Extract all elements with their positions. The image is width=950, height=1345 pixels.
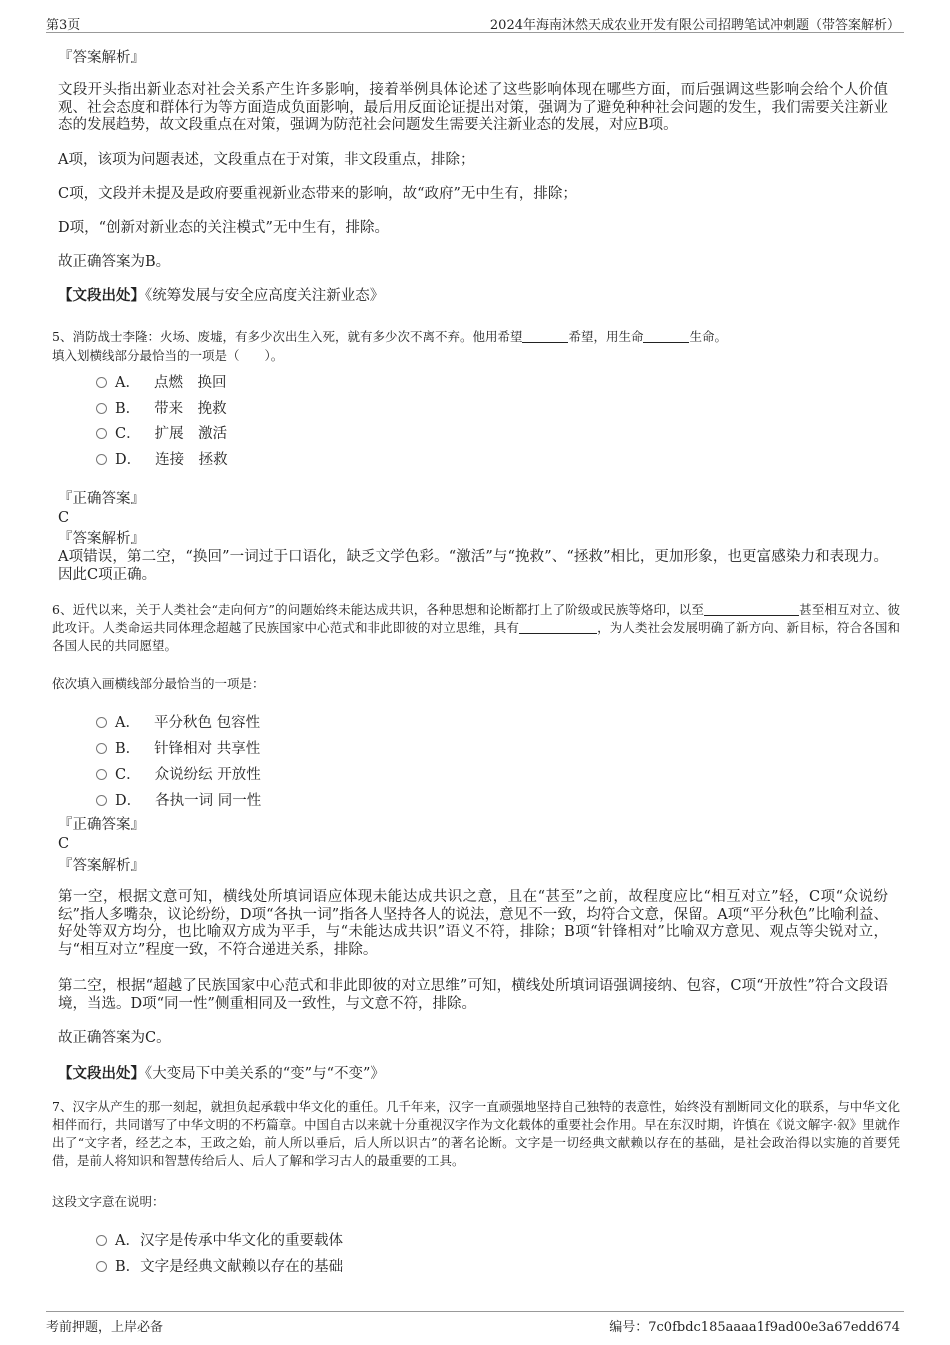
footer-slogan: 考前押题，上岸必备: [46, 1320, 164, 1335]
analysis-paragraph: D项，“创新对新业态的关注模式”无中生有，排除。: [58, 220, 389, 236]
source-title: 《大变局下中美关系的“变”与“不变”》: [145, 1066, 385, 1082]
option-text: 众说纷纭 开放性: [154, 767, 261, 783]
option-text: 连接 拯救: [155, 452, 228, 468]
correct-answer: C: [58, 510, 70, 526]
document-title: 2024年海南沐然天成农业开发有限公司招聘笔试冲刺题（带答案解析）: [489, 18, 900, 33]
question-prompt: 这段文字意在说明：: [52, 1194, 165, 1209]
option-text: 各执一词 同一性: [155, 793, 262, 809]
analysis-paragraph: 第一空，根据文意可知，横线处所填词语应体现未能达成共识之意，且在“甚至”之前，故程度应比“相互对立”轻，C项“众说纷纭”指人多嘴杂，议论纷纷，D项“各执一词”指各人坚持各人的说法，意见不一致，均符合文意，保留。A项“平分秋色”比喻利益、好处等双方均分，也比喻双方成为平手，与“未能达成共识”语义不符，排除；B项“针锋相对”比喻双方意见、观点等尖锐对立，与“相互对立”程度一致，不符合递进关系，排除。: [58, 889, 888, 958]
fill-blank: [522, 330, 568, 343]
radio-icon[interactable]: [96, 769, 107, 780]
answer-analysis-label: 『答案解析』: [58, 531, 145, 547]
option-letter: D．: [115, 452, 142, 468]
source-line: [58, 1064, 385, 1084]
option-letter: B．: [115, 741, 141, 757]
option-b[interactable]: [96, 737, 260, 758]
page-header: [46, 12, 904, 33]
radio-icon[interactable]: [96, 377, 107, 388]
question-stem: [52, 328, 727, 346]
option-text: 文字是经典文献赖以存在的基础: [140, 1259, 344, 1275]
radio-icon[interactable]: [96, 1261, 107, 1272]
stem-text: ，为人类社会发展明确了新方向、新目标，符合各国和各国人民的共同愿望。: [52, 620, 900, 653]
option-letter: C．: [115, 767, 141, 783]
source-title: 《统筹发展与安全应高度关注新业态》: [145, 288, 385, 304]
correct-answer: C: [58, 836, 70, 852]
option-d[interactable]: [96, 789, 261, 810]
analysis-paragraph: 文段开头指出新业态对社会关系产生许多影响，接着举例具体论述了这些影响体现在哪些方面，而后强调这些影响会给个人价值观、社会态度和群体行为等方面造成负面影响，最后用反面论证提出对策，强调为了避免种种社会问题的发生，我们需要关注新业态的发展趋势，故文段重点在对策，强调为防范社会问题发生需要关注新业态的发展，对应B项。: [58, 82, 888, 133]
analysis-paragraph: 第二空，根据“超越了民族国家中心范式和非此即彼的对立思维”可知，横线处所填词语强调接纳、包容，C项“开放性”符合文段语境，当选。D项“同一性”侧重相同及一致性，与文意不符，排除。: [58, 978, 888, 1012]
stem-text: 生命。: [689, 329, 727, 344]
option-c[interactable]: [96, 763, 261, 784]
stem-text: 甚至相互对立、彼此攻讦。人类命运共同体理念超越了民族国家中心范式和非此即彼的对立思维，具有: [52, 602, 900, 635]
radio-icon[interactable]: [96, 403, 107, 414]
option-letter: B．: [115, 1259, 141, 1275]
source-label: 【文段出处】: [58, 287, 145, 304]
correct-answer-label: 『正确答案』: [58, 817, 145, 833]
radio-icon[interactable]: [96, 717, 107, 728]
document-id: 编号：7c0fbdc185aaaa1f9ad00e3a67edd674: [609, 1320, 900, 1335]
stem-text: 希望，用生命: [568, 329, 644, 344]
option-text: 平分秋色 包容性: [153, 715, 261, 731]
radio-icon[interactable]: [96, 795, 107, 806]
question-prompt: 依次填入画横线部分最恰当的一项是：: [52, 676, 265, 691]
analysis-paragraph: A项，该项为问题表述，文段重点在于对策，非文段重点，排除；: [58, 152, 475, 168]
source-label: 【文段出处】: [58, 1065, 145, 1082]
option-text: 扩展 激活: [154, 426, 228, 442]
fill-blank: [519, 621, 597, 634]
option-text: 带来 挽救: [154, 401, 227, 417]
stem-text: 6、近代以来，关于人类社会“走向何方”的问题始终未能达成共识，各种思想和论断都打上了阶级或民族等烙印，以至: [52, 602, 705, 617]
option-a[interactable]: [96, 1229, 343, 1250]
option-text: 针锋相对 共享性: [154, 741, 261, 757]
page-number: 第3页: [46, 18, 81, 33]
stem-text: 5、消防战士李隆：火场、废墟，有多少次出生入死，就有多少次不离不弃。他用希望: [52, 329, 523, 344]
option-letter: C．: [115, 426, 141, 442]
answer-analysis-label: 『答案解析』: [58, 858, 145, 874]
page-footer: [46, 1311, 904, 1336]
analysis-paragraph: C项，文段并未提及是政府要重视新业态带来的影响，故“政府”无中生有，排除；: [58, 186, 577, 202]
radio-icon[interactable]: [96, 454, 107, 465]
option-c[interactable]: [96, 422, 227, 443]
option-letter: A．: [115, 375, 140, 391]
option-b[interactable]: [96, 1255, 343, 1276]
analysis-conclusion: 故正确答案为C。: [58, 1030, 171, 1046]
fill-blank: [643, 330, 689, 343]
option-letter: D．: [115, 793, 142, 809]
correct-answer-label: 『正确答案』: [58, 491, 145, 507]
analysis-conclusion: 故正确答案为B。: [58, 254, 171, 270]
fill-blank: [704, 603, 799, 616]
option-letter: A．: [115, 715, 140, 731]
option-a[interactable]: [96, 711, 260, 732]
option-a[interactable]: [96, 371, 226, 392]
radio-icon[interactable]: [96, 743, 107, 754]
question-stem: [52, 601, 900, 655]
option-b[interactable]: [96, 397, 227, 418]
option-text: 汉字是传承中华文化的重要载体: [139, 1233, 343, 1249]
source-line: [58, 286, 384, 306]
question-stem: 7、汉字从产生的那一刻起，就担负起承载中华文化的重任。几千年来，汉字一直顽强地坚持自己独特的表意性，始终没有割断同文化的联系，与中华文化相伴而行，共同谱写了中华文明的不朽篇章。中国自古以来就十分重视汉字作为文化载体的重要社会作用。早在东汉时期，许慎在《说文解字·叙》里就作出了“文字者，经艺之本，王政之始，前人所以垂后，后人所以识古”的著名论断。文字是一切经典文献赖以存在的基础，是社会政治得以实施的首要凭借，是前人将知识和智慧传给后人、后人了解和学习古人的最重要的工具。: [52, 1099, 900, 1168]
option-letter: B．: [115, 401, 141, 417]
option-d[interactable]: [96, 448, 228, 469]
answer-analysis-label: 『答案解析』: [58, 50, 145, 66]
question-prompt: 填入划横线部分最恰当的一项是（ ）。: [52, 348, 284, 363]
analysis-paragraph: A项错误，第二空，“换回”一词过于口语化，缺乏文学色彩。“激活”与“挽救”、“拯救”相比，更加形象，也更富感染力和表现力。因此C项正确。: [58, 549, 888, 583]
radio-icon[interactable]: [96, 1235, 107, 1246]
option-letter: A．: [115, 1233, 140, 1249]
option-text: 点燃 换回: [153, 375, 227, 391]
radio-icon[interactable]: [96, 428, 107, 439]
